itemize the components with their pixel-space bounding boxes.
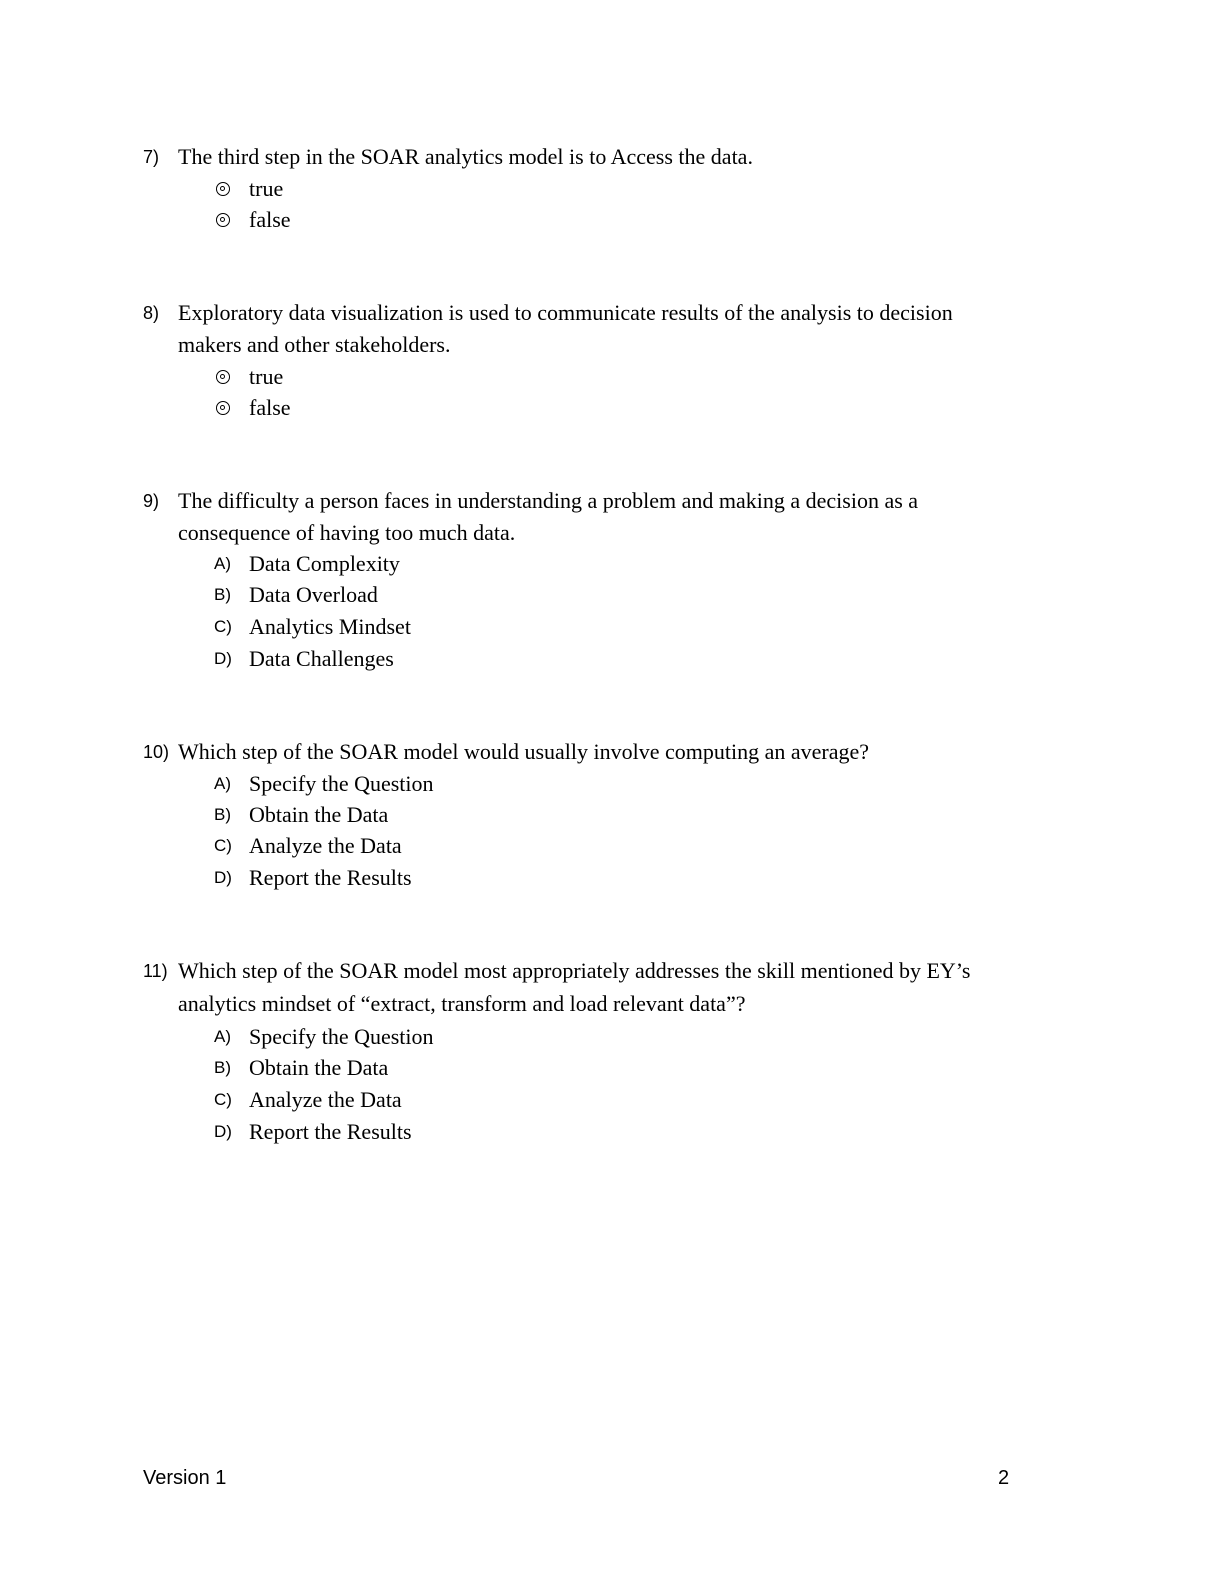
question-text: The difficulty a person faces in understanding a problem and making a decision as a [178,488,919,513]
option-letter: B) [214,585,231,604]
radio-button-icon[interactable] [216,182,230,196]
radio-button-icon[interactable] [216,213,230,227]
option-letter: C) [214,836,232,855]
option-letter: D) [214,868,232,887]
option-letter: B) [214,805,231,824]
option-label[interactable]: true [249,364,284,389]
option-label[interactable]: Report the Results [249,1119,412,1144]
footer-page-number: 2 [998,1467,1010,1489]
option-letter: C) [214,1090,232,1109]
question-number: 9) [143,491,160,511]
option-letter: A) [214,554,231,573]
question-text: consequence of having too much data. [178,520,516,545]
option-label[interactable]: Analytics Mindset [249,614,411,639]
option-label[interactable]: Obtain the Data [249,802,389,827]
option-label[interactable]: Specify the Question [249,771,434,796]
question-number: 11) [143,961,168,981]
question-text: Which step of the SOAR model would usually involve computing an average? [178,739,870,764]
option-letter: D) [214,649,232,668]
radio-button-icon[interactable] [216,370,230,384]
question-text: Exploratory data visualization is used to communicate results of the analysis to decision [178,300,953,325]
option-label[interactable]: Data Complexity [249,551,400,576]
option-label[interactable]: Obtain the Data [249,1055,389,1080]
question-text: analytics mindset of “extract, transform and load relevant data”? [178,991,746,1016]
radio-button-icon[interactable] [216,401,230,415]
option-letter: A) [214,1027,231,1046]
option-label[interactable]: Analyze the Data [249,1087,402,1112]
option-letter: D) [214,1122,232,1141]
option-letter: C) [214,617,232,636]
question-number: 7) [143,147,160,167]
question-number: 10) [143,742,170,762]
option-label[interactable]: false [249,395,291,420]
option-label[interactable]: false [249,207,291,232]
option-letter: B) [214,1058,231,1077]
option-label[interactable]: Data Challenges [249,646,394,671]
question-text: The third step in the SOAR analytics model is to Access the data. [178,144,753,169]
option-letter: A) [214,774,231,793]
option-label[interactable]: Specify the Question [249,1024,434,1049]
option-label[interactable]: Data Overload [249,582,378,607]
option-label[interactable]: Report the Results [249,865,412,890]
option-label[interactable]: Analyze the Data [249,833,402,858]
question-number: 8) [143,303,160,323]
footer-version: Version 1 [143,1467,227,1489]
option-label[interactable]: true [249,176,284,201]
question-text: makers and other stakeholders. [178,332,451,357]
question-text: Which step of the SOAR model most appropriately addresses the skill mentioned by EY’s [178,958,971,983]
